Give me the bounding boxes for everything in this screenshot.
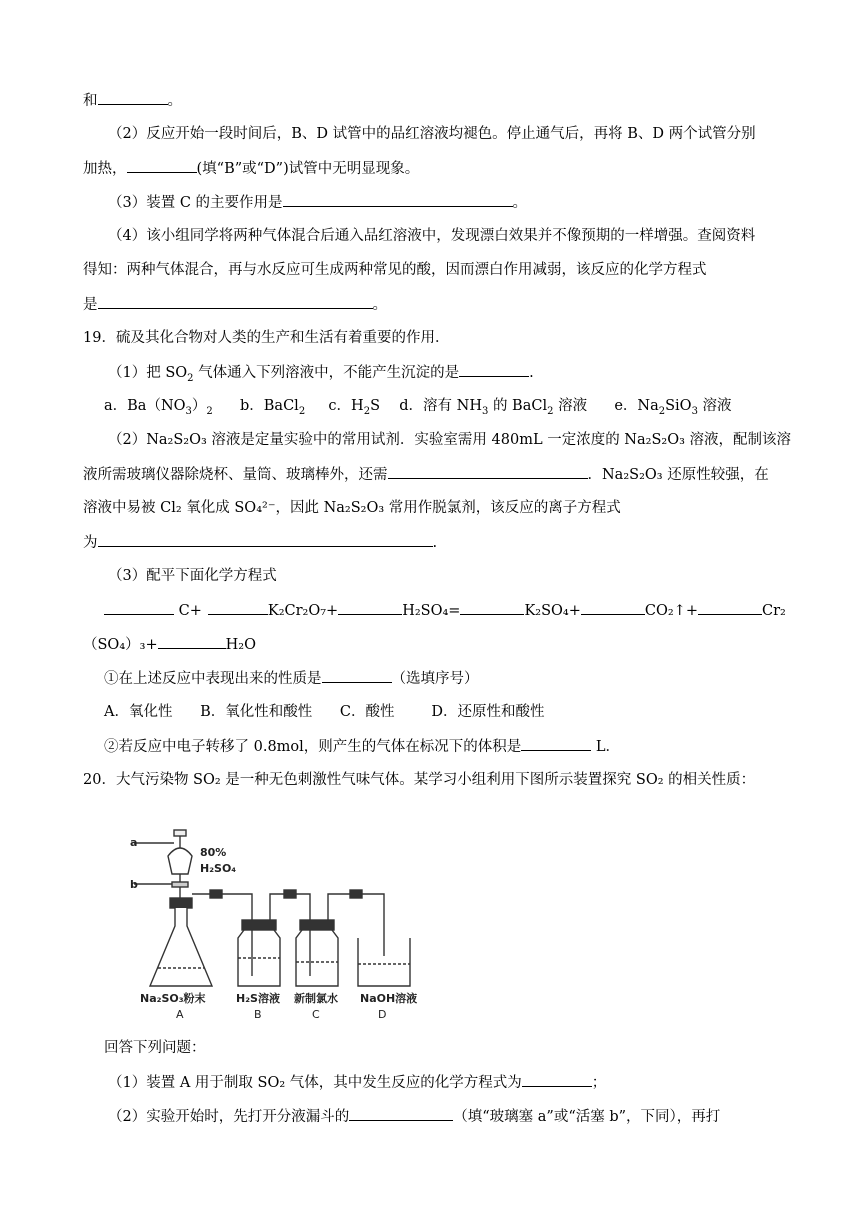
option-a: a．$Ba(NO_3)_2$ [104,398,213,417]
q20-title: 20．大气污染物 SO₂ 是一种无色刺激性气味气体。某学习小组利用下图所示装置探究 SO₂ 的相关性质： [83,772,756,788]
answer-blank[interactable] [104,600,174,615]
letter-a: A [176,1008,184,1021]
q18-part4-line-2: 得知：两种气体混合，再与水反应可生成两种常见的酸，因而漂白作用减弱，该反应的化学方程式 [83,262,707,278]
q19-sub2: ②若反应中电子转移了 0.8mol，则产生的气体在标况下的体积是 L． [104,736,620,757]
q20-part2: （2）实验开始时，先打开分液漏斗的 （填“玻璃塞 a”或“活塞 b”，下同），再打 [108,1106,720,1127]
answer-blank[interactable] [460,600,524,615]
q19-part3: （3）配平下面化学方程式 [108,568,277,584]
q19-options [104,396,732,416]
option-d: d．溶有 $NH_3$ 的 BaCl$_2$ 溶液 [399,398,588,417]
option-b: b．BaCl$_2$ [240,398,306,417]
answer-blank[interactable] [283,192,513,207]
q19-equation-line-2: （SO₄）₃+ H₂O [83,634,256,655]
reagent-b: H₂S溶液 [236,992,280,1005]
answer-blank[interactable] [581,600,645,615]
answer-blank[interactable] [98,90,168,105]
q19-title: 19．硫及其化合物对人类的生产和生活有着重要的作用． [83,330,450,346]
answer-blank[interactable] [338,600,402,615]
answer-blank[interactable] [98,532,433,547]
q19-part2-line-1: （2）Na₂S₂O₃ 溶液是定量实验中的常用试剂．实验室需用 480mL 一定浓度的 Na₂S₂O₃ 溶液，配制该溶 [108,432,792,448]
q19-part2-line-4: 为 . [83,532,437,553]
q18-line-1: 和 。 [83,90,182,111]
answer-blank[interactable] [349,1106,453,1121]
q18-part2-line-2: 加热， (填“B”或“D”)试管中无明显现象。 [83,158,419,179]
q19-equation-line-1: C+ K₂Cr₂O₇+ H₂SO₄= K₂SO₄+ CO₂↑+ Cr₂ [104,600,786,621]
label-b: b [130,878,138,891]
letter-d: D [378,1008,387,1021]
acid-formula: H₂SO₄ [200,862,237,875]
answer-blank[interactable] [698,600,762,615]
q18-part4-line-1: （4）该小组同学将两种气体混合后通入品红溶液中，发现漂白效果并不像预期的一样增强。查阅资料 [108,228,756,244]
option-c: c．$H_2S$ [328,398,381,417]
answer-blank[interactable] [322,668,392,683]
answer-blank[interactable] [98,294,373,309]
answer-blank[interactable] [127,158,197,173]
option-e: e．$Na_2SiO_3$ 溶液 [614,398,732,417]
answer-blank[interactable] [522,1072,592,1087]
reagent-d: NaOH溶液 [360,992,418,1005]
q18-part3: （3）装置 C 的主要作用是 。 [108,192,527,213]
q19-part1: （1）把 $SO_2$ 气体通入下列溶液中，不能产生沉淀的是 . [108,362,534,383]
answer-blank[interactable] [208,600,268,615]
q20-ask: 回答下列问题： [104,1040,206,1056]
q19-part2-line-3: 溶液中易被 Cl₂ 氧化成 SO₄²⁻，因此 Na₂S₂O₃ 常用作脱氯剂，该反应的离子方程式 [83,500,621,516]
reagent-c: 新制氯水 [294,992,338,1005]
apparatus-diagram [130,826,422,1026]
answer-blank[interactable] [521,736,591,751]
q19-part2-line-2: 液所需玻璃仪器除烧杯、量筒、玻璃棒外，还需 ．Na₂S₂O₃ 还原性较强，在 [83,464,769,485]
label-a: a [130,836,138,849]
q20-part1: （1）装置 A 用于制取 SO₂ 气体，其中发生反应的化学方程式为 ； [108,1072,606,1093]
q19-sub1: ①在上述反应中表现出来的性质是 （选填序号） [104,668,479,689]
letter-c: C [312,1008,320,1021]
answer-blank[interactable] [459,362,529,377]
q19-choices: A．氧化性 B．氧化性和酸性 C．酸性 D．还原性和酸性 [104,704,545,720]
answer-blank[interactable] [158,634,226,649]
q18-part2-line-1: （2）反应开始一段时间后，B、D 试管中的品红溶液均褪色。停止通气后，再将 B、D 两个试管分别 [108,126,756,142]
letter-b: B [254,1008,262,1021]
acid-concentration: 80% [200,846,227,859]
q18-part4-line-3: 是 。 [83,294,387,315]
answer-blank[interactable] [388,464,588,479]
reagent-a: Na₂SO₃粉末 [140,992,206,1005]
